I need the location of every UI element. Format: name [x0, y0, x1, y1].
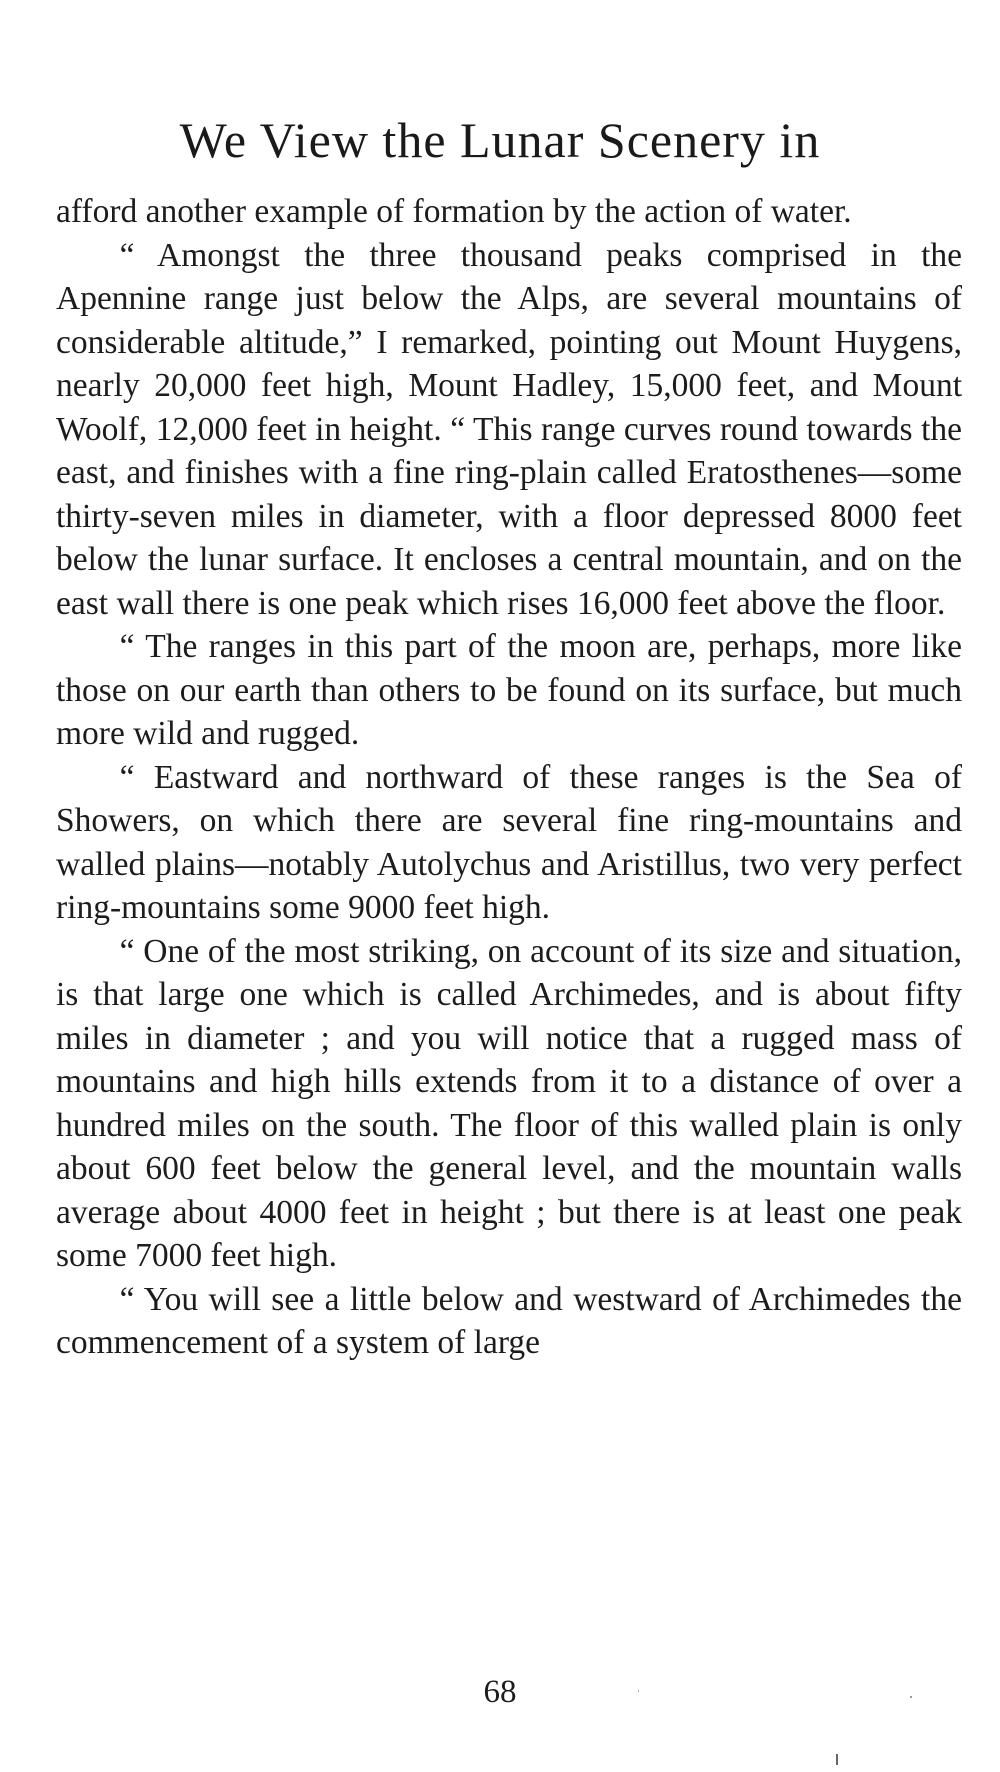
running-head: We View the Lunar Scenery in: [179, 112, 821, 168]
page-number: 68: [483, 1674, 517, 1710]
paragraph-2: “ Amongst the three thousand peaks comprised in the Apennine range just below the Alps, are several mountains of considerable altitude,” I remarked, pointing out Mount Huygens, nearly 20,000 feet high, Mount Hadley, 15,000 feet, and Mount Woolf, 12,000 feet in height. “ This range curves round towards the east, and finishes with a fine ring-plain called Eratosthenes—some thirty-seven miles in diameter, with a floor depressed 8000 feet below the lunar surface. It encloses a central mountain, and on the east wall there is one peak which rises 16,000 feet above the floor.: [56, 236, 962, 622]
paragraph-6: “ You will see a little below and westward of Archimedes the commencement of a system of large: [56, 1280, 962, 1361]
body-text: [56, 190, 962, 1365]
paragraph-3: “ The ranges in this part of the moon are, perhaps, more like those on our earth than others to be found on its surface, but much more wild and rugged.: [56, 628, 962, 752]
paragraph-5: “ One of the most striking, on account of its size and situation, is that large one which is called Archimedes, and is about fifty miles in diameter ; and you will notice that a rugged mass of mountains and high hills extends from it to a distance of over a hundred miles on the south. The floor of this walled plain is only about 600 feet below the general level, and the mountain walls average about 4000 feet in height ; but there is at least one peak some 7000 feet high.: [56, 932, 962, 1274]
scan-speck: [638, 1690, 639, 1692]
scan-speck: [910, 1696, 912, 1698]
paragraph-4: “ Eastward and northward of these ranges is the Sea of Showers, on which there are several fine ring-mountains and walled plains—notably Autolychus and Aristillus, two very perfect ring-mountains some 9000 feet high.: [56, 758, 962, 926]
paragraph-1: afford another example of formation by the action of water.: [56, 193, 852, 230]
scan-speck: [836, 1754, 838, 1765]
